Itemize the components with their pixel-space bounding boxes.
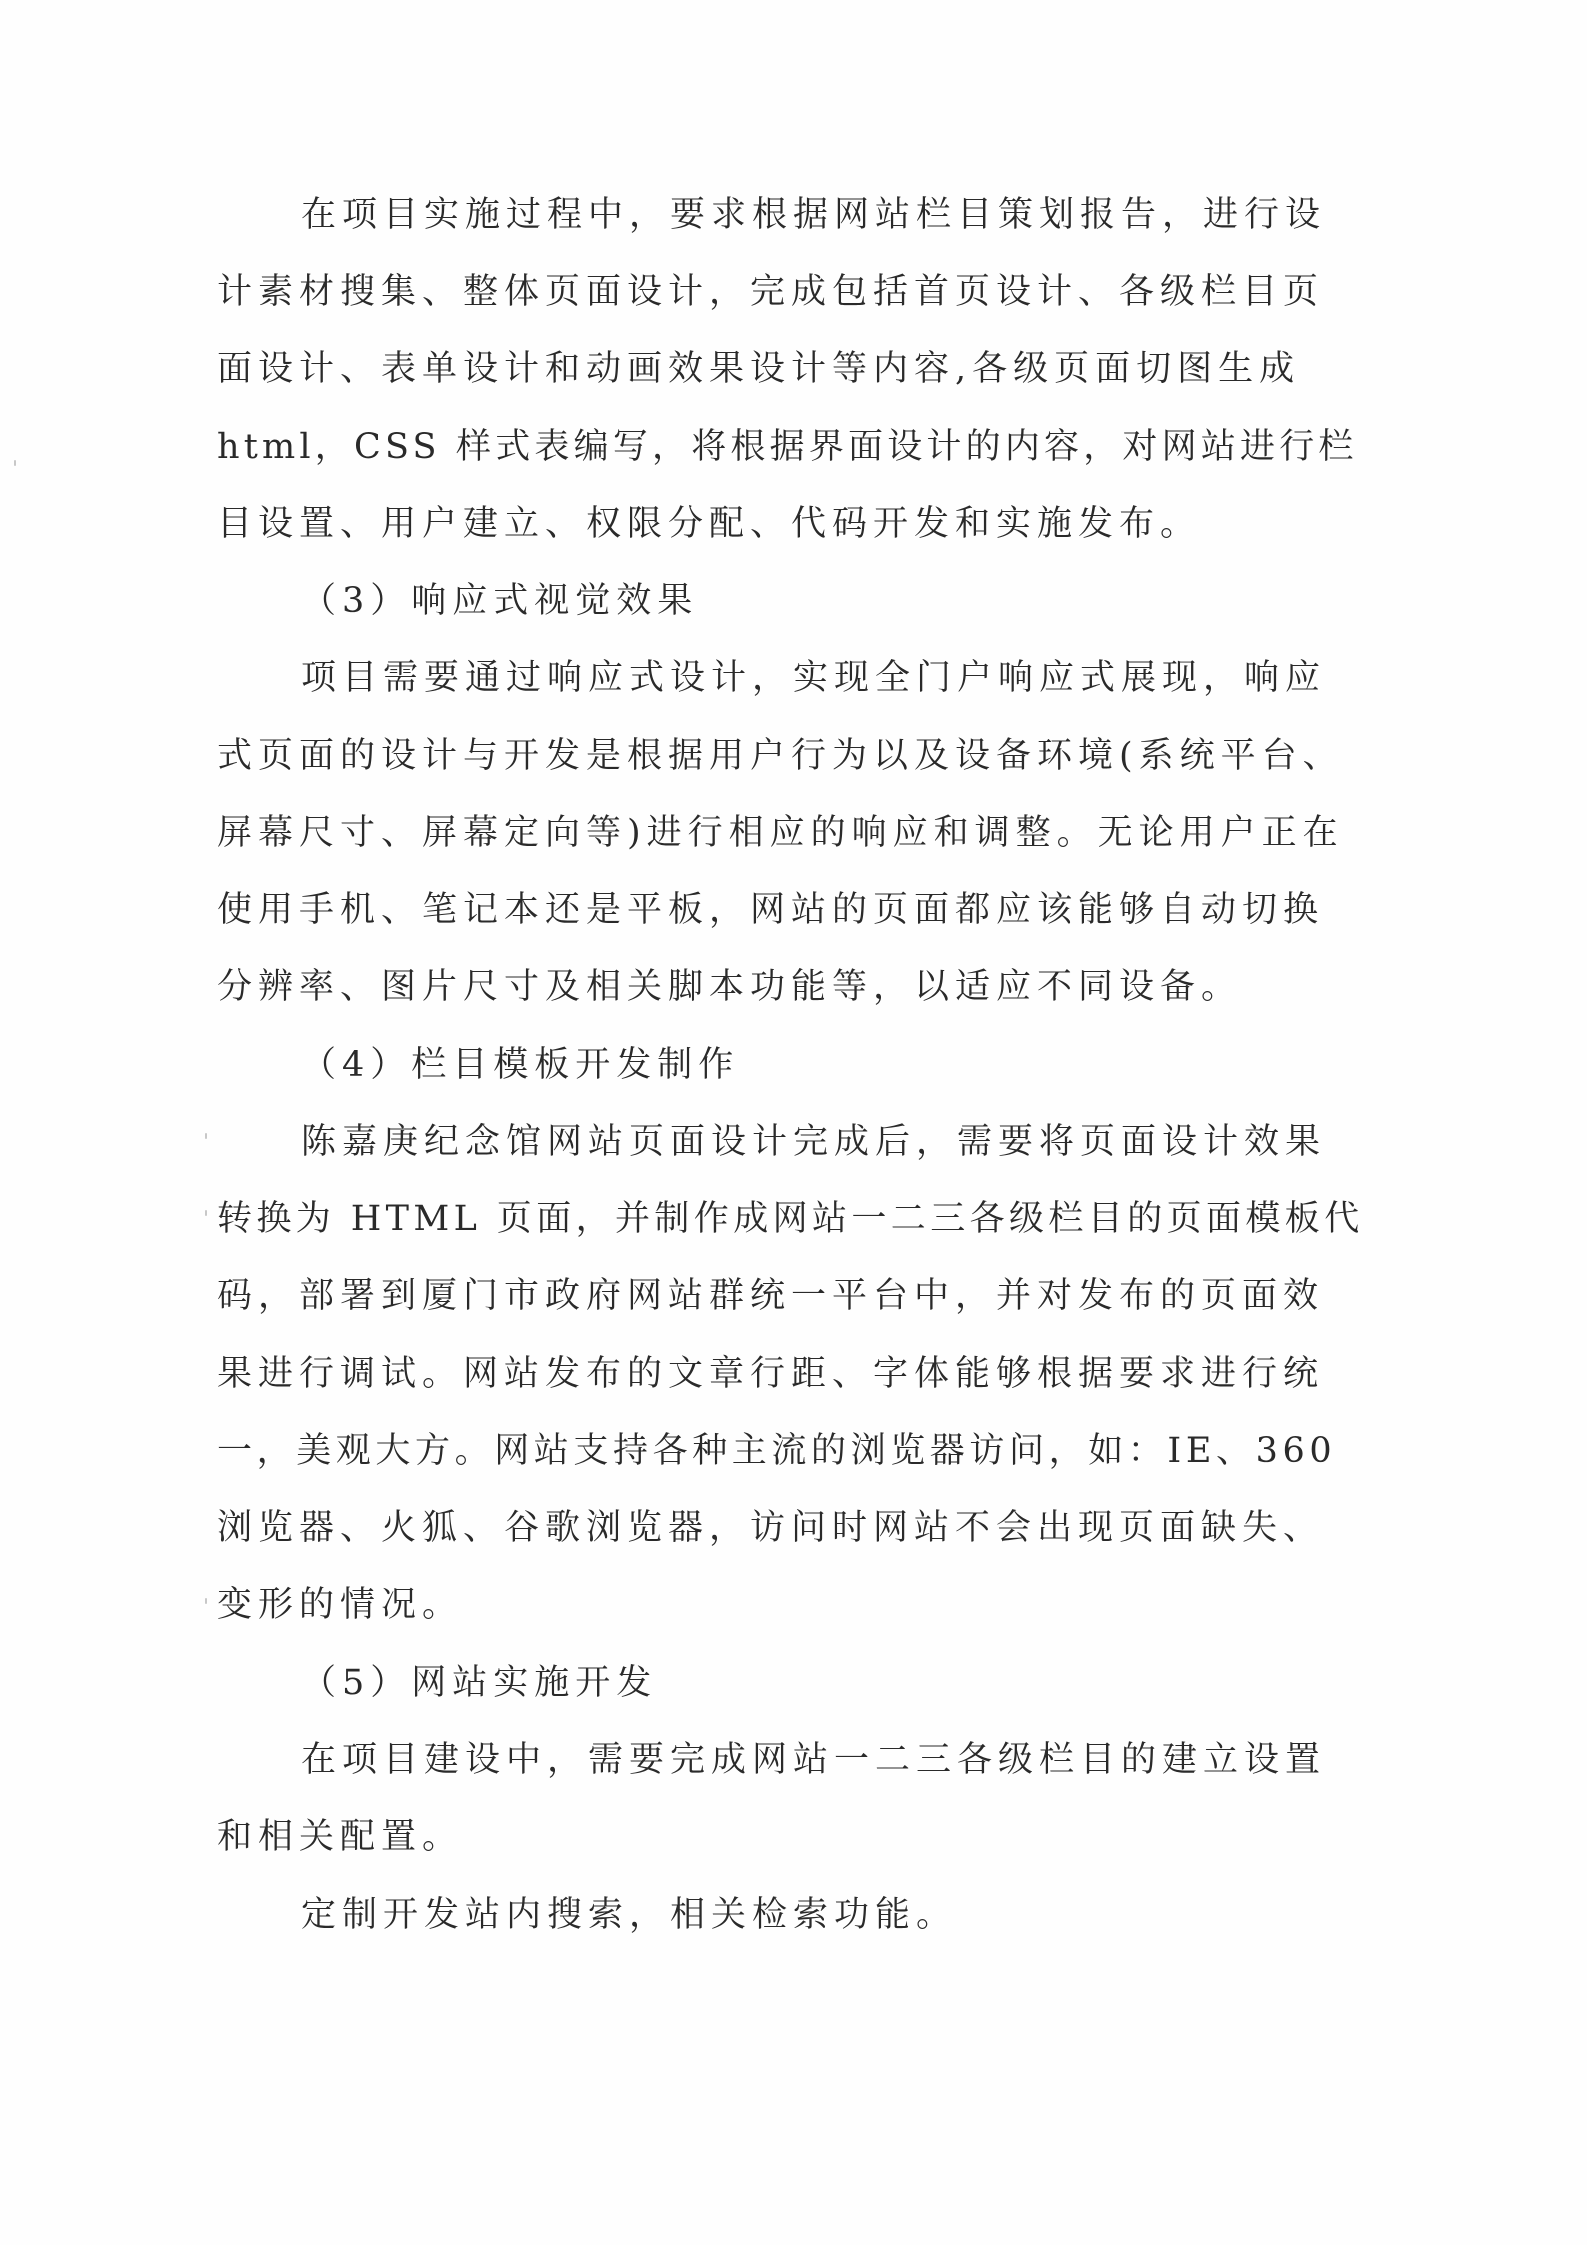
paragraph-line: 和相关配置。 bbox=[217, 1817, 464, 1857]
section-heading-3: （3）响应式视觉效果 bbox=[301, 581, 699, 621]
paragraph-line: 目设置、用户建立、权限分配、代码开发和实施发布。 bbox=[217, 504, 1202, 544]
paragraph-line: 面设计、表单设计和动画效果设计等内容,各级页面切图生成 bbox=[217, 349, 1301, 389]
paragraph-line: 定制开发站内搜索，相关检索功能。 bbox=[301, 1895, 958, 1935]
scan-artifact bbox=[205, 1133, 207, 1139]
paragraph-line: 式页面的设计与开发是根据用户行为以及设备环境(系统平台、 bbox=[217, 736, 1344, 776]
paragraph-line: 码，部署到厦门市政府网站群统一平台中，并对发布的页面效 bbox=[217, 1276, 1325, 1316]
section-heading-5: （5）网站实施开发 bbox=[301, 1663, 658, 1703]
paragraph-line: 项目需要通过响应式设计，实现全门户响应式展现，响应 bbox=[301, 658, 1327, 698]
paragraph-line: 在项目实施过程中，要求根据网站栏目策划报告，进行设 bbox=[301, 195, 1327, 235]
paragraph-line: 变形的情况。 bbox=[217, 1585, 464, 1625]
section-heading-4: （4）栏目模板开发制作 bbox=[301, 1045, 740, 1085]
paragraph-line: 分辨率、图片尺寸及相关脚本功能等，以适应不同设备。 bbox=[217, 967, 1243, 1007]
paragraph-line: 陈嘉庚纪念馆网站页面设计完成后，需要将页面设计效果 bbox=[301, 1122, 1327, 1162]
paragraph-line: 浏览器、火狐、谷歌浏览器，访问时网站不会出现页面缺失、 bbox=[217, 1508, 1325, 1548]
paragraph-line: 一，美观大方。网站支持各种主流的浏览器访问，如：IE、360 bbox=[217, 1431, 1337, 1471]
paragraph-line: 果进行调试。网站发布的文章行距、字体能够根据要求进行统 bbox=[217, 1354, 1325, 1394]
scan-artifact bbox=[205, 1210, 207, 1216]
paragraph-line: html，CSS 样式表编写，将根据界面设计的内容，对网站进行栏 bbox=[217, 427, 1358, 467]
scan-artifact bbox=[205, 1598, 207, 1604]
paragraph-line: 在项目建设中，需要完成网站一二三各级栏目的建立设置 bbox=[301, 1740, 1327, 1780]
scan-artifact bbox=[14, 460, 16, 466]
paragraph-line: 计素材搜集、整体页面设计，完成包括首页设计、各级栏目页 bbox=[217, 272, 1325, 312]
paragraph-line: 转换为 HTML 页面，并制作成网站一二三各级栏目的页面模板代 bbox=[217, 1199, 1364, 1239]
paragraph-line: 使用手机、笔记本还是平板，网站的页面都应该能够自动切换 bbox=[217, 890, 1325, 930]
paragraph-line: 屏幕尺寸、屏幕定向等)进行相应的响应和调整。无论用户正在 bbox=[217, 813, 1344, 853]
